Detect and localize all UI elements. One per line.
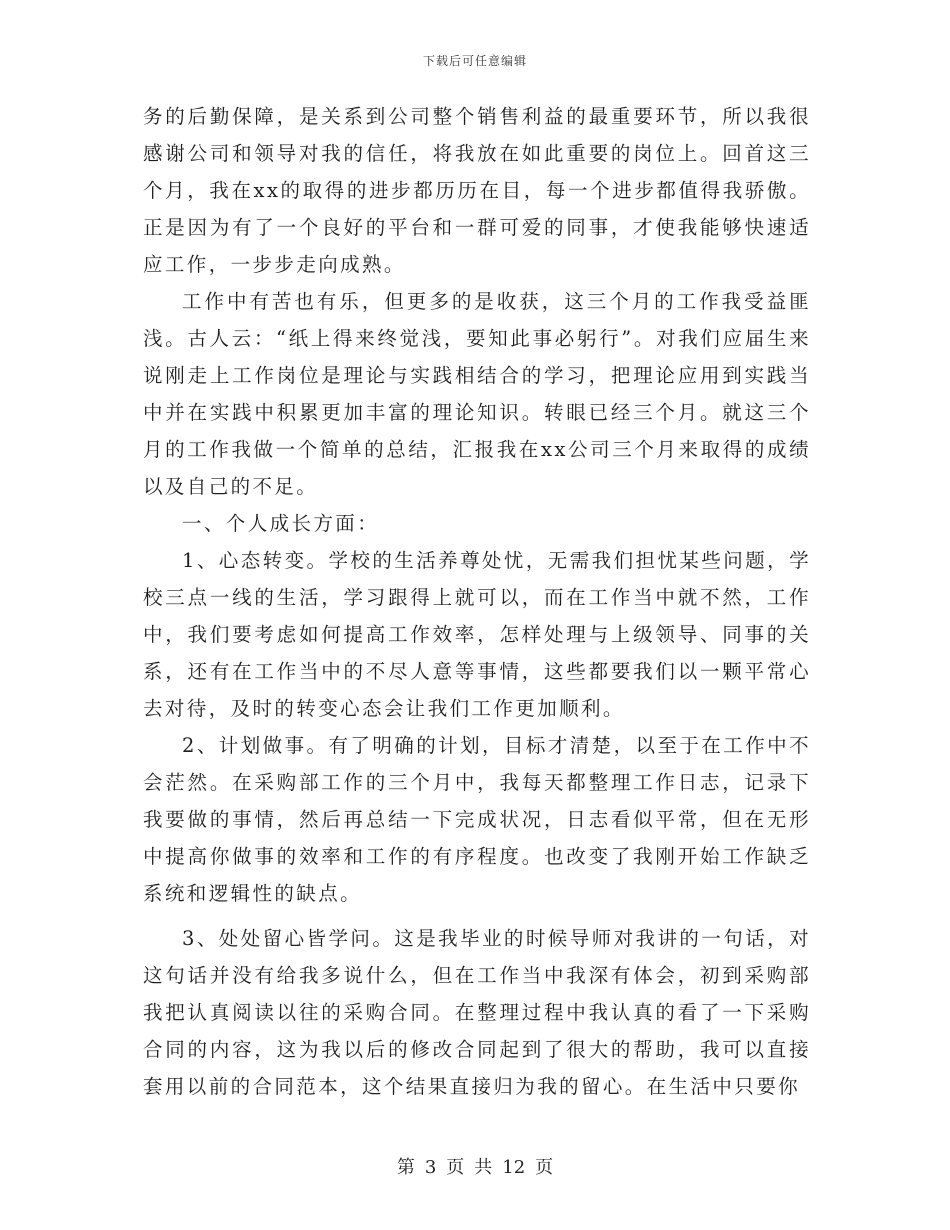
footer-label-di: 第 bbox=[396, 1157, 415, 1178]
footer-label-gong: 共 bbox=[474, 1157, 493, 1178]
page-footer bbox=[0, 1153, 950, 1179]
footer-page-total: 12 bbox=[502, 1157, 526, 1178]
paragraph-attention-learning: 3、处处留心皆学问。这是我毕业的时候导师对我讲的一句话，对这句话并没有给我多说什么，但在工作当中我深有体会，初到采购部我把认真阅读以往的采购合同。在整理过程中我认真的看了一下采购合同的内容，这为我以后的修改合同起到了很大的帮助，我可以直接套用以前的合同范本，这个结果直接归为我的留心。在生活中只要你 bbox=[143, 927, 811, 1098]
page-header: 下载后可任意编辑 bbox=[422, 54, 527, 68]
footer-label-ye: 页 bbox=[446, 1157, 465, 1178]
paragraph-plan-work: 2、计划做事。有了明确的计划，目标才清楚，以至于在工作中不会茫然。在采购部工作的三个月中，我每天都整理工作日志，记录下我要做的事情，然后再总结一下完成状况，日志看似平常，但在无形中提高你做事的效率和工作的有序程度。也改变了我刚开始工作缺乏系统和逻辑性的缺点。 bbox=[143, 734, 811, 905]
section-heading-personal-growth: 一、个人成长方面： bbox=[182, 512, 380, 535]
footer-page-current: 3 bbox=[424, 1157, 437, 1178]
document-body bbox=[143, 98, 811, 1105]
paragraph-mindset-change: 1、心态转变。学校的生活养尊处忧，无需我们担忧某些问题，学校三点一线的生活，学习跟得上就可以，而在工作当中就不然，工作中，我们要考虑如何提高工作效率，怎样处理与上级领导、同事的关系，还有在工作当中的不尽人意等事情，这些都要我们以一颗平常心去对待，及时的转变心态会让我们工作更加顺利。 bbox=[143, 549, 811, 720]
paragraph-continuation: 务的后勤保障，是关系到公司整个销售利益的最重要环节，所以我很感谢公司和领导对我的信任，将我放在如此重要的岗位上。回首这三个月，我在xx的取得的进步都历历在目，每一个进步都值得我骄傲。正是因为有了一个良好的平台和一群可爱的同事，才使我能够快速适应工作，一步步走向成熟。 bbox=[143, 105, 811, 276]
paragraph-summary-intro: 工作中有苦也有乐，但更多的是收获，这三个月的工作我受益匪浅。古人云：“纸上得来终觉浅，要知此事必躬行”。对我们应届生来说刚走上工作岗位是理论与实践相结合的学习，把理论应用到实践当中并在实践中积累更加丰富的理论知识。转眼已经三个月。就这三个月的工作我做一个简单的总结，汇报我在xx公司三个月来取得的成绩以及自己的不足。 bbox=[143, 290, 811, 498]
footer-label-ye2: 页 bbox=[535, 1157, 554, 1178]
